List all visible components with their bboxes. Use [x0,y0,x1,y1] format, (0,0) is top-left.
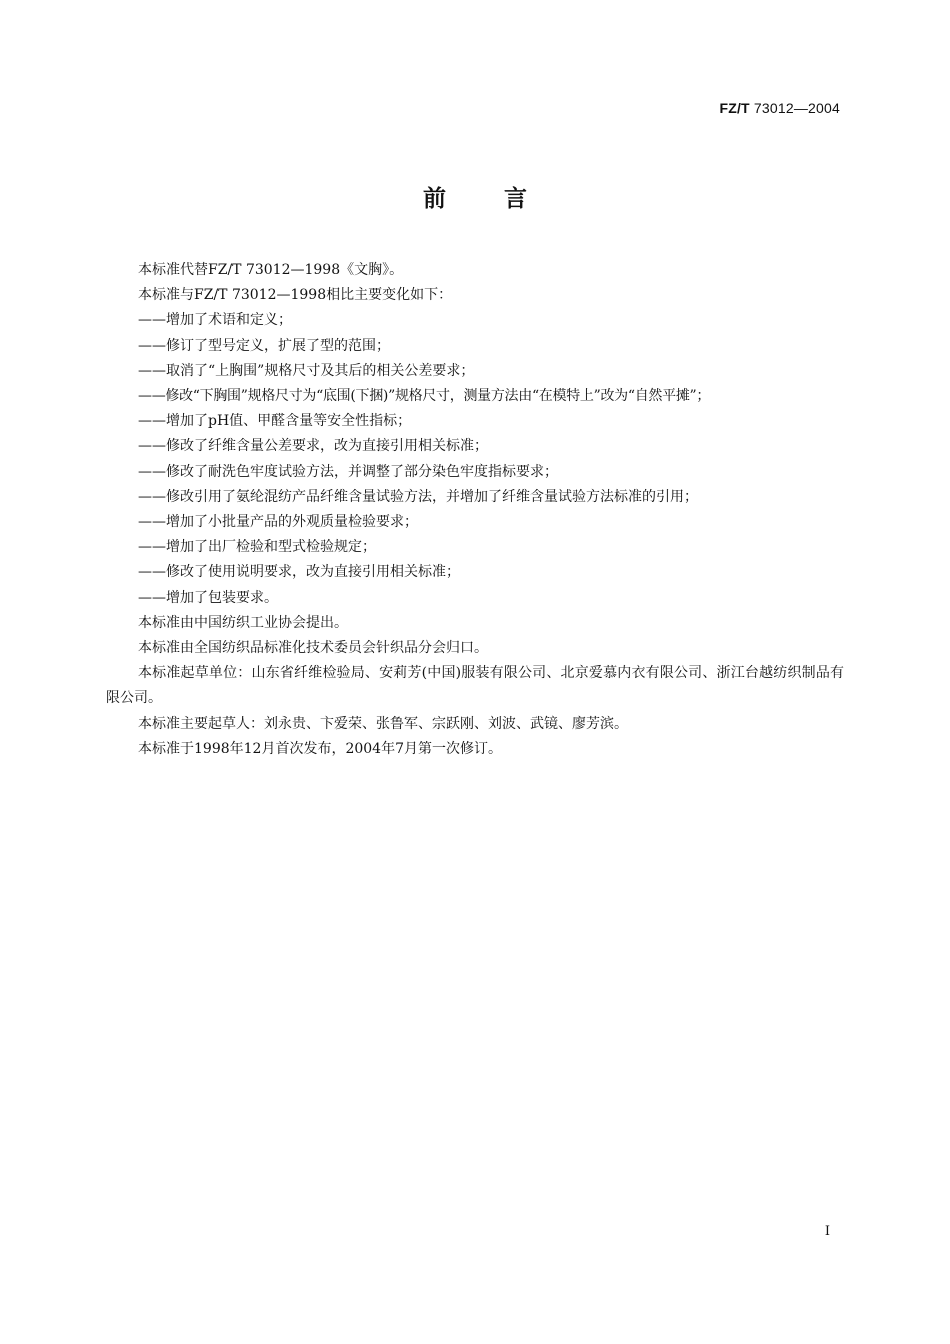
list-item-change: ——取消了“上胸围”规格尺寸及其后的相关公差要求； [138,362,475,379]
paragraph-replaces: 本标准代替FZ/T 73012—1998《文胸》。 [138,262,404,278]
paragraph-changes-intro: 本标准与FZ/T 73012—1998相比主要变化如下： [138,287,453,304]
page-title: 前言 [423,186,585,212]
list-item-change: ——修订了型号定义，扩展了型的范围； [138,337,390,354]
standard-code-prefix: FZ/T [719,100,750,116]
list-item-change: ——增加了出厂检验和型式检验规定； [138,539,376,556]
list-item-change: ——增加了小批量产品的外观质量检验要求； [138,514,418,531]
foreword-body [106,258,844,762]
paragraph-drafting-units: 本标准起草单位：山东省纤维检验局、安莉芳(中国)服装有限公司、北京爱慕内衣有限公司、浙江台越纺织制品有限公司。 [106,665,844,707]
list-item-change: ——修改了耐洗色牢度试验方法，并调整了部分染色牢度指标要求； [138,463,558,480]
list-item-change: ——修改了纤维含量公差要求，改为直接引用相关标准； [138,438,488,455]
list-item-change: ——修改“下胸围”规格尺寸为“底围(下捆)”规格尺寸，测量方法由“在模特上”改为“自然平摊”； [138,388,711,405]
list-item-change: ——修改了使用说明要求，改为直接引用相关标准； [138,564,460,581]
list-item-change: ——修改引用了氨纶混纺产品纤维含量试验方法，并增加了纤维含量试验方法标准的引用； [138,488,698,505]
standard-code-number: 73012—2004 [749,100,840,116]
standard-code [719,100,840,116]
paragraph-governing-committee: 本标准由全国纺织品标准化技术委员会针织品分会归口。 [138,640,488,657]
paragraph-proposer: 本标准由中国纺织工业协会提出。 [138,614,348,631]
page-number: I [824,1224,830,1239]
list-item-change: ——增加了术语和定义； [138,312,292,329]
list-item-change: ——增加了pH值、甲醛含量等安全性指标； [138,413,412,430]
list-item-change: ——增加了包装要求。 [138,589,278,606]
paragraph-publication-history: 本标准于1998年12月首次发布，2004年7月第一次修订。 [138,740,502,757]
paragraph-drafters: 本标准主要起草人：刘永贵、卞爱荣、张鲁军、宗跃刚、刘波、武镜、廖芳滨。 [138,715,628,732]
